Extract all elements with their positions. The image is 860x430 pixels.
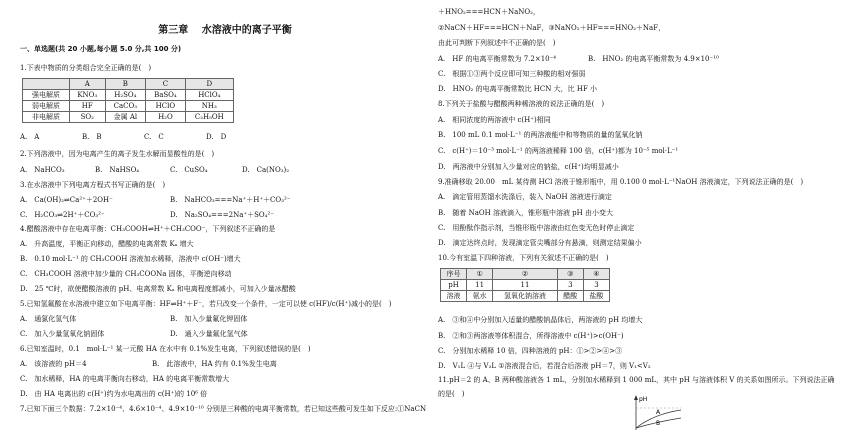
curve-b-label: B <box>656 420 661 427</box>
table-cell: 3 <box>557 280 583 291</box>
option-d: D. V₁L ④与 V₂L ①溶液混合后，若混合后溶液 pH＝7，则 V₁<V₂ <box>438 362 651 370</box>
table-cell: H₂SO₄ <box>105 90 146 101</box>
table-row <box>441 280 610 291</box>
option-b: B. B <box>82 133 102 141</box>
option-b: B. 随着 NaOH 溶液滴入，锥形瓶中溶液 pH 由小变大 <box>438 209 613 217</box>
option-c: C. CuSO₄ <box>170 166 208 174</box>
question-5: 5.已知氢氟酸在水溶液中建立如下电离平衡：HF⇌H⁺＋F⁻，若只改变一个条件，一定可以使 c(HF)/c(H⁺)减小的是( ) <box>20 300 392 308</box>
table-cell: pH <box>441 280 467 291</box>
option-d: D. D <box>206 133 227 141</box>
table-row <box>23 90 234 101</box>
option-a: A. 滴定管用蒸馏水洗涤后，装入 NaOH 溶液进行滴定 <box>438 193 612 201</box>
section-heading: 一、单选题(共 20 小题,每小题 5.0 分,共 100 分) <box>20 45 182 53</box>
option-c: C. c(H⁺)＝10⁻³ mol·L⁻¹ 的两溶液稀释 100 倍，c(H⁺)都为 10⁻⁵ mol·L⁻¹ <box>438 147 679 155</box>
option-c: C. CH₃COOH 溶液中加少量的 CH₃COONa 固体，平衡逆向移动 <box>20 270 232 278</box>
table-cell: 11 <box>493 280 558 291</box>
solutions-table <box>440 268 610 302</box>
table-cell: C <box>146 79 185 90</box>
question-2: 2.下列溶液中，因为电离产生的离子发生水解而显酸性的是( ) <box>20 150 215 158</box>
option-b: B. HNO₂ 的电离平衡常数为 4.9×10⁻¹⁰ <box>588 55 719 63</box>
option-d: D. 两溶液中分别加入少量对应的钠盐，c(H⁺)均明显减小 <box>438 163 619 171</box>
table-row <box>23 112 234 123</box>
option-d: D. 滴定达终点时，发现滴定管尖嘴部分有悬滴，则测定结果偏小 <box>438 239 642 247</box>
table-cell: 氢氧化钠溶液 <box>493 291 558 302</box>
table-cell: 3 <box>583 280 609 291</box>
question-1: 1.下表中物质的分类组合完全正确的是( ) <box>20 64 152 72</box>
option-b: B. NaHCO₃===Na⁺＋H⁺＋CO₃²⁻ <box>170 196 291 204</box>
option-c: C. C <box>144 133 164 141</box>
option-c: C. 用酚酞作指示剂，当锥形瓶中溶液由红色变无色时停止滴定 <box>438 224 635 232</box>
question-7-reactions: ②NaCN＋HF===HCN＋NaF，③NaNO₂＋HF===HNO₂＋NaF， <box>438 24 666 32</box>
option-a: A. A <box>20 133 40 141</box>
table-row <box>23 101 234 112</box>
option-a: A. Ca(OH)₂⇌Ca²⁺＋2OH⁻ <box>20 196 113 204</box>
option-c: C. 加水稀释，HA 的电离平衡向右移动，HA 的电离平衡常数增大 <box>20 375 230 383</box>
option-c: C. 根据①③两个反应即可知三种酸的相对强弱 <box>438 70 586 78</box>
ph-volume-graph <box>626 394 686 430</box>
table-header-row <box>441 269 610 280</box>
table-cell: 强电解质 <box>23 90 70 101</box>
table-cell: B <box>105 79 146 90</box>
option-a: A. 通氯化氢气体 <box>20 315 77 323</box>
table-cell: 氨水 <box>467 291 493 302</box>
option-b: B. 此溶液中，HA 约有 0.1%发生电离 <box>152 360 277 368</box>
table-cell: SO₂ <box>70 112 106 123</box>
option-a: A. HF 的电离平衡常数为 7.2×10⁻⁴ <box>438 55 557 63</box>
table-cell: NH₃ <box>185 101 233 112</box>
table-row <box>441 291 610 302</box>
option-d: D. 由 HA 电离出的 c(H⁺)约为水电离出的 c(H⁺)的 10⁶ 倍 <box>20 390 208 398</box>
table-cell: A <box>70 79 106 90</box>
table-cell: 序号 <box>441 269 467 280</box>
table-cell: KNO₃ <box>70 90 106 101</box>
option-a: A. 该溶液的 pH＝4 <box>20 360 87 368</box>
table-cell <box>23 79 70 90</box>
option-b: B. NaHSO₄ <box>95 166 140 174</box>
table-cell: 金属 Al <box>105 112 146 123</box>
option-a: A. NaHCO₃ <box>20 166 65 174</box>
y-axis-arrow <box>634 395 638 400</box>
question-3: 3.在水溶液中下列电离方程式书写正确的是( ) <box>20 181 166 189</box>
table-cell: HF <box>70 101 106 112</box>
option-c: C. 加入少量氢氧化钠固体 <box>20 330 105 338</box>
table-cell: 弱电解质 <box>23 101 70 112</box>
option-c: C. 分别加水稀释 10 倍，四种溶液的 pH：①>②>④>③ <box>438 347 623 355</box>
option-c: C. H₂CO₃⇌2H⁺＋CO₃²⁻ <box>20 211 105 219</box>
question-8: 8.下列关于盐酸与醋酸两种稀溶液的说法正确的是( ) <box>438 100 605 108</box>
table-cell: D <box>185 79 233 90</box>
table-cell: CaCO₃ <box>105 101 146 112</box>
option-d: D. 25 ℃时，欲使醋酸溶液的 pH、电离常数 Kₐ 和电离程度都减小，可加入少量冰醋酸 <box>20 285 296 293</box>
table-cell: 非电解质 <box>23 112 70 123</box>
table-cell: ① <box>467 269 493 280</box>
table-cell: ② <box>493 269 558 280</box>
question-7-stem: 由此可判断下列叙述中不正确的是( ) <box>438 39 556 47</box>
table-header-row <box>23 79 234 90</box>
table-cell: 11 <box>467 280 493 291</box>
chapter-title: 第三章 水溶液中的离子平衡 <box>158 25 292 36</box>
question-9: 9.准确移取 20.00 mL 某待测 HCl 溶液于锥形瓶中，用 0.100 0 mol·L⁻¹NaOH 溶液滴定，下列说法正确的是( ) <box>438 178 804 186</box>
option-b: B. 0.10 mol·L⁻¹ 的 CH₃COOH 溶液加水稀释，溶液中 c(OH⁻)增大 <box>20 255 241 263</box>
option-a: A. 相同浓度的两溶液中 c(H⁺)相同 <box>438 116 551 124</box>
question-11: 11.pH＝2 的 A、B 两种酸溶液各 1 mL，分别加水稀释到 1 000 mL，其中 pH 与溶液体积 V 的关系如图所示。下列说法正确 <box>438 376 835 384</box>
option-b: B. 100 mL 0.1 mol·L⁻¹ 的两溶液能中和等物质的量的氢氧化钠 <box>438 131 643 139</box>
table-cell: ④ <box>583 269 609 280</box>
curve-a-label: A <box>656 409 661 416</box>
option-d: D. HNO₂ 的电离平衡常数比 HCN 大，比 HF 小 <box>438 85 598 93</box>
y-axis-label: pH <box>639 396 648 403</box>
option-a: A. 升高温度，平衡正向移动，醋酸的电离常数 Kₐ 增大 <box>20 240 194 248</box>
table-cell: HClO₄ <box>185 90 233 101</box>
table-cell: 醋酸 <box>557 291 583 302</box>
table-cell: HClO <box>146 101 185 112</box>
question-6: 6.已知室温时，0.1 mol·L⁻¹ 某一元酸 HA 在水中有 0.1%发生电离，下列叙述错误的是( ) <box>20 345 311 353</box>
table-cell: 盐酸 <box>583 291 609 302</box>
table-cell: 溶液 <box>441 291 467 302</box>
table-cell: H₂O <box>146 112 185 123</box>
option-b: B. ②和③两溶液等体积混合，所得溶液中 c(H⁺)>c(OH⁻) <box>438 332 624 340</box>
question-11-continued: 的是( ) <box>438 390 465 398</box>
question-4: 4.醋酸溶液中存在电离平衡：CH₃COOH⇌H⁺＋CH₃COO⁻，下列叙述不正确的是 <box>20 225 276 233</box>
option-b: B. 加入少量氟化钾固体 <box>170 315 248 323</box>
table-cell: C₂H₅OH <box>185 112 233 123</box>
option-a: A. ③和④中分别加入适量的醋酸钠晶体后，两溶液的 pH 均增大 <box>438 316 643 324</box>
classification-table <box>22 78 234 123</box>
question-10: 10.今有室温下四种溶液，下列有关叙述不正确的是( ) <box>438 254 609 262</box>
table-cell: BaSO₄ <box>146 90 185 101</box>
question-7: 7.已知下面三个数据：7.2×10⁻⁴、4.6×10⁻⁴、4.9×10⁻¹⁰ 分别是三种酸的电离平衡常数，若已知这些酸可发生如下反应:①NaCN <box>20 405 427 413</box>
option-d: D. Na₂SO₄===2Na⁺＋SO₄²⁻ <box>170 211 274 219</box>
question-7-continued: ＋HNO₂===HCN＋NaNO₂， <box>438 8 540 16</box>
option-d: D. Ca(NO₃)₂ <box>242 166 290 174</box>
table-cell: ③ <box>557 269 583 280</box>
option-d: D. 通入少量氟化氢气体 <box>170 330 248 338</box>
